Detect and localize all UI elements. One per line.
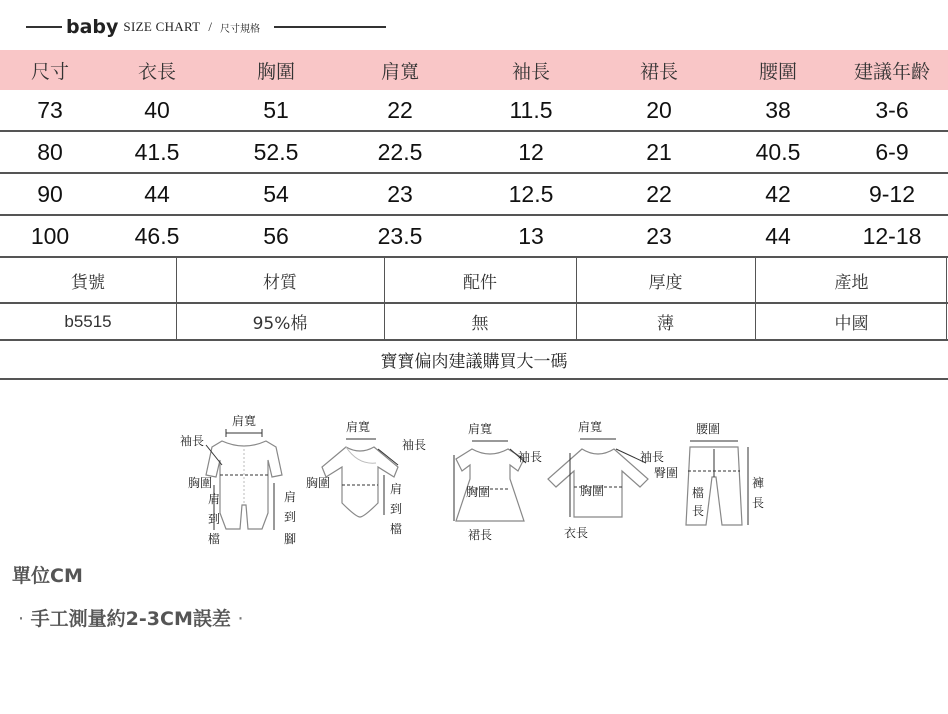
table-row bbox=[0, 174, 948, 216]
info-label-row bbox=[0, 258, 948, 304]
cell-shoulder: 22 bbox=[387, 96, 413, 123]
pants-diagram bbox=[654, 422, 764, 525]
info-value-thickness: 薄 bbox=[657, 314, 674, 334]
cell-sleeve: 12.5 bbox=[508, 180, 554, 207]
column-divider bbox=[176, 304, 177, 339]
pants-waist-label: 腰圍 bbox=[696, 422, 721, 436]
cell-waist: 44 bbox=[765, 222, 791, 249]
col-sleeve: 袖長 bbox=[511, 60, 551, 83]
dress-sleeve-label: 袖長 bbox=[518, 450, 543, 464]
column-divider bbox=[946, 258, 947, 302]
unit-label: 單位CM bbox=[12, 565, 83, 587]
romper-shoulder-label: 肩寬 bbox=[232, 414, 257, 428]
cell-size: 73 bbox=[37, 96, 63, 123]
bodysuit-outline bbox=[322, 447, 398, 517]
info-label-item-no: 貨號 bbox=[71, 272, 105, 293]
bodysuit-crotch-label-1: 肩 bbox=[390, 482, 403, 496]
pants-hip-label: 臀圍 bbox=[654, 466, 679, 480]
measurement-error-note bbox=[18, 604, 244, 631]
cell-length: 46.5 bbox=[134, 222, 180, 249]
bodysuit-sleeve-label: 袖長 bbox=[402, 438, 427, 452]
error-dot-left: · bbox=[18, 608, 25, 630]
info-label-thickness: 厚度 bbox=[648, 272, 683, 293]
cell-waist: 40.5 bbox=[755, 138, 801, 165]
pants-length-label-2: 長 bbox=[752, 496, 765, 510]
cell-age: 9-12 bbox=[868, 180, 916, 207]
romper-foot-label-1: 肩 bbox=[284, 490, 297, 504]
header-line-left bbox=[26, 26, 62, 28]
info-value-origin: 中國 bbox=[834, 314, 869, 334]
cell-skirt: 23 bbox=[646, 222, 672, 249]
romper-crotch-label-2: 到 bbox=[208, 512, 221, 526]
info-value-accessory: 無 bbox=[471, 314, 489, 334]
column-divider bbox=[576, 258, 577, 302]
top-chest-label: 胸圍 bbox=[580, 484, 605, 498]
size-table-header bbox=[0, 50, 948, 90]
column-divider bbox=[384, 304, 385, 339]
column-divider bbox=[946, 304, 947, 339]
info-label-origin: 產地 bbox=[834, 272, 869, 293]
col-waist: 腰圍 bbox=[758, 60, 798, 83]
cell-waist: 42 bbox=[765, 180, 791, 207]
col-skirt: 裙長 bbox=[639, 60, 679, 83]
bodysuit-crotch-label-2: 到 bbox=[390, 502, 403, 516]
cell-age: 12-18 bbox=[862, 222, 922, 249]
bodysuit-shoulder-label: 肩寬 bbox=[346, 420, 371, 434]
column-divider bbox=[755, 304, 756, 339]
romper-crotch-label-3: 檔 bbox=[208, 532, 221, 546]
romper-crotch-label-1: 肩 bbox=[208, 492, 221, 506]
table-row bbox=[0, 216, 948, 258]
top-diagram bbox=[548, 419, 664, 540]
romper-sleeve-label: 袖長 bbox=[180, 434, 205, 448]
romper-foot-label-2: 到 bbox=[284, 510, 297, 524]
cell-length: 44 bbox=[144, 180, 170, 207]
romper-foot-label-3: 腳 bbox=[284, 532, 297, 546]
error-dot-right: · bbox=[237, 608, 244, 630]
cell-sleeve: 12 bbox=[518, 138, 544, 165]
error-note-text: 手工測量約2-3CM誤差 bbox=[30, 608, 231, 630]
cell-size: 100 bbox=[30, 222, 70, 249]
cell-chest: 51 bbox=[263, 96, 289, 123]
chart-header bbox=[26, 13, 386, 41]
header-line-right bbox=[274, 26, 386, 28]
table-row bbox=[0, 132, 948, 174]
cell-age: 3-6 bbox=[875, 96, 909, 123]
cell-shoulder: 22.5 bbox=[377, 138, 423, 165]
cell-chest: 54 bbox=[263, 180, 289, 207]
dress-diagram bbox=[454, 421, 542, 542]
top-length-label: 衣長 bbox=[564, 526, 589, 540]
bodysuit-crotch-label-3: 檔 bbox=[390, 522, 403, 536]
top-sleeve-label: 袖長 bbox=[640, 450, 665, 464]
cell-skirt: 22 bbox=[646, 180, 672, 207]
romper-diagram bbox=[180, 413, 296, 546]
cell-age: 6-9 bbox=[875, 138, 909, 165]
cell-skirt: 21 bbox=[646, 138, 672, 165]
sizing-note: 寶寶偏肉建議購買大一碼 bbox=[0, 341, 948, 380]
info-label-material: 材質 bbox=[263, 272, 297, 293]
cell-sleeve: 13 bbox=[518, 222, 544, 249]
header-baby: baby bbox=[66, 16, 119, 38]
cell-length: 40 bbox=[144, 96, 170, 123]
info-value-item-no: b5515 bbox=[64, 311, 112, 331]
cell-skirt: 20 bbox=[646, 96, 672, 123]
cell-size: 80 bbox=[37, 138, 63, 165]
header-slash: / bbox=[208, 19, 213, 34]
cell-waist: 38 bbox=[765, 96, 791, 123]
info-value-material: 95%棉 bbox=[252, 314, 308, 334]
pants-rise-label-2: 長 bbox=[692, 504, 705, 518]
info-label-accessory: 配件 bbox=[463, 272, 497, 293]
col-length: 衣長 bbox=[137, 60, 177, 83]
romper-chest-label: 胸圍 bbox=[188, 476, 213, 490]
top-shoulder-label: 肩寬 bbox=[578, 420, 603, 434]
column-divider bbox=[176, 258, 177, 302]
column-divider bbox=[384, 258, 385, 302]
header-zh-title: 尺寸規格 bbox=[220, 23, 261, 35]
col-age: 建議年齡 bbox=[853, 60, 931, 83]
cell-sleeve: 11.5 bbox=[509, 96, 553, 123]
measurement-diagrams bbox=[170, 405, 780, 555]
dress-shoulder-label: 肩寬 bbox=[468, 422, 493, 436]
col-shoulder: 肩寬 bbox=[380, 60, 420, 83]
pants-length-label-1: 褲 bbox=[752, 476, 765, 490]
col-size: 尺寸 bbox=[30, 60, 70, 83]
pants-rise-label-1: 檔 bbox=[692, 486, 705, 500]
bodysuit-sleeve-line bbox=[378, 449, 398, 465]
cell-chest: 56 bbox=[263, 222, 289, 249]
cell-size: 90 bbox=[37, 180, 63, 207]
dress-chest-label: 胸圍 bbox=[466, 485, 491, 499]
cell-chest: 52.5 bbox=[253, 138, 299, 165]
top-outline bbox=[548, 449, 648, 517]
column-divider bbox=[755, 258, 756, 302]
table-row bbox=[0, 90, 948, 132]
cell-shoulder: 23 bbox=[387, 180, 413, 207]
col-chest: 胸圍 bbox=[256, 60, 296, 83]
bodysuit-chest-label: 胸圍 bbox=[306, 476, 331, 490]
header-size-chart: SIZE CHART bbox=[123, 19, 201, 34]
bodysuit-diagram bbox=[306, 419, 426, 536]
cell-length: 41.5 bbox=[134, 138, 180, 165]
dress-skirt-label: 裙長 bbox=[468, 528, 493, 542]
info-value-row bbox=[0, 304, 948, 341]
cell-shoulder: 23.5 bbox=[377, 222, 423, 249]
column-divider bbox=[576, 304, 577, 339]
